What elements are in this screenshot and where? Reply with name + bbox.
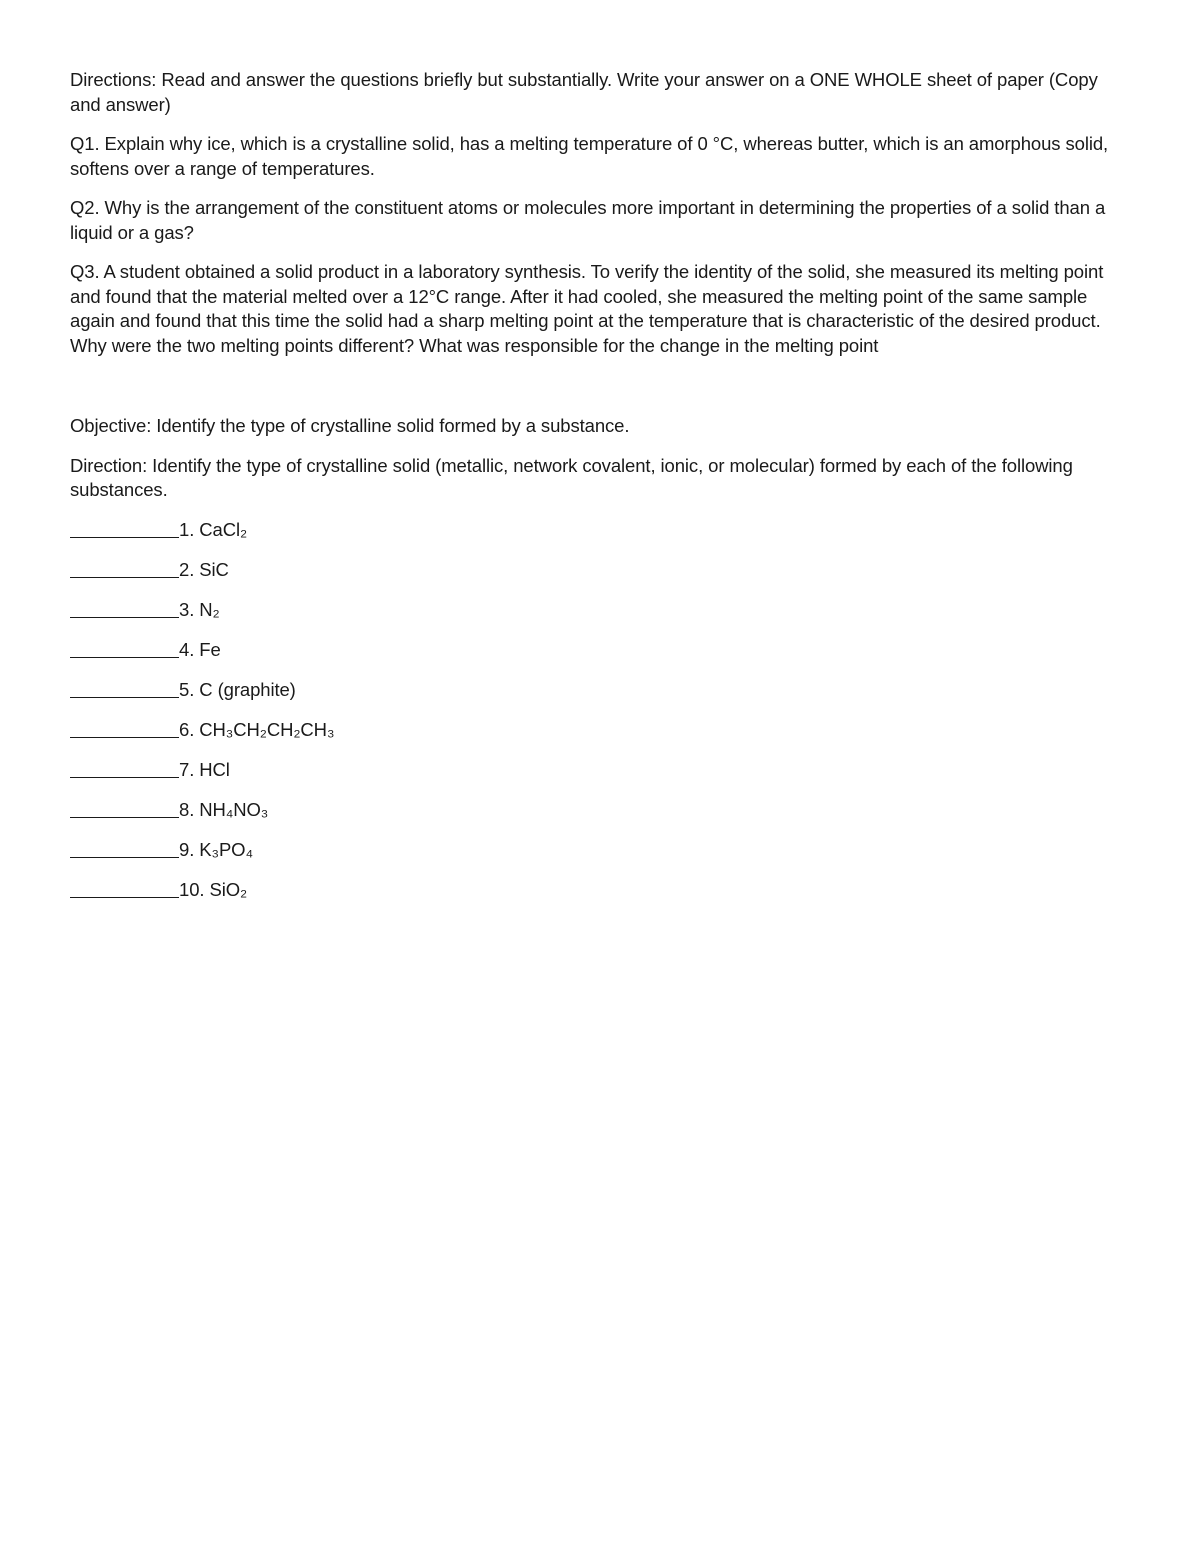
answer-blank[interactable] xyxy=(70,560,179,578)
question-3: Q3. A student obtained a solid product in a laboratory synthesis. To verify the identity of the solid, she measured its melting point and found that the material melted over a 12°C range. After it had cooled, she measured the melting point of the same sample again and found that this time the solid had a sharp melting point at the temperature that is characteristic of the desired product. Why were the two melting points different? What was responsible for the change in the melting point xyxy=(70,261,1104,356)
list-item xyxy=(70,678,1130,703)
substance-label: 2. SiC xyxy=(179,558,229,580)
worksheet-page xyxy=(70,68,1130,918)
substance-label: 3. N₂ xyxy=(179,598,220,620)
list-item xyxy=(70,518,1130,543)
substance-list xyxy=(70,518,1130,903)
directions-text: Directions: Read and answer the questions briefly but substantially. Write your answer on a ONE WHOLE sheet of paper (Copy and answer) xyxy=(70,69,1098,115)
answer-blank[interactable] xyxy=(70,800,179,818)
answer-blank[interactable] xyxy=(70,520,179,538)
question-2: Q2. Why is the arrangement of the constituent atoms or molecules more important in determining the properties of a solid than a liquid or a gas? xyxy=(70,197,1106,243)
identification-direction: Direction: Identify the type of crystalline solid (metallic, network covalent, ionic, or molecular) formed by each of the following substances. xyxy=(70,454,1073,500)
answer-blank[interactable] xyxy=(70,880,179,898)
section-spacer xyxy=(70,373,1130,414)
list-item xyxy=(70,798,1130,823)
list-item xyxy=(70,558,1130,583)
objective-text: Objective: Identify the type of crystalline solid formed by a substance. xyxy=(70,415,630,436)
answer-blank[interactable] xyxy=(70,760,179,778)
list-item xyxy=(70,838,1130,863)
answer-blank[interactable] xyxy=(70,720,179,738)
list-item xyxy=(70,758,1130,783)
substance-label: 4. Fe xyxy=(179,638,221,660)
answer-blank[interactable] xyxy=(70,840,179,858)
list-item xyxy=(70,718,1130,743)
substance-label: 5. C (graphite) xyxy=(179,678,296,700)
list-item xyxy=(70,638,1130,663)
answer-blank[interactable] xyxy=(70,680,179,698)
substance-label: 10. SiO₂ xyxy=(179,878,248,900)
substance-label: 9. K₃PO₄ xyxy=(179,838,253,860)
list-item xyxy=(70,598,1130,623)
question-1: Q1. Explain why ice, which is a crystalline solid, has a melting temperature of 0 °C, whereas butter, which is an amorphous solid, softens over a range of temperatures. xyxy=(70,133,1109,179)
list-item xyxy=(70,878,1130,903)
substance-label: 6. CH₃CH₂CH₂CH₃ xyxy=(179,718,335,740)
answer-blank[interactable] xyxy=(70,640,179,658)
substance-label: 1. CaCl₂ xyxy=(179,518,248,540)
substance-label: 7. HCl xyxy=(179,758,230,780)
substance-label: 8. NH₄NO₃ xyxy=(179,798,269,820)
answer-blank[interactable] xyxy=(70,600,179,618)
